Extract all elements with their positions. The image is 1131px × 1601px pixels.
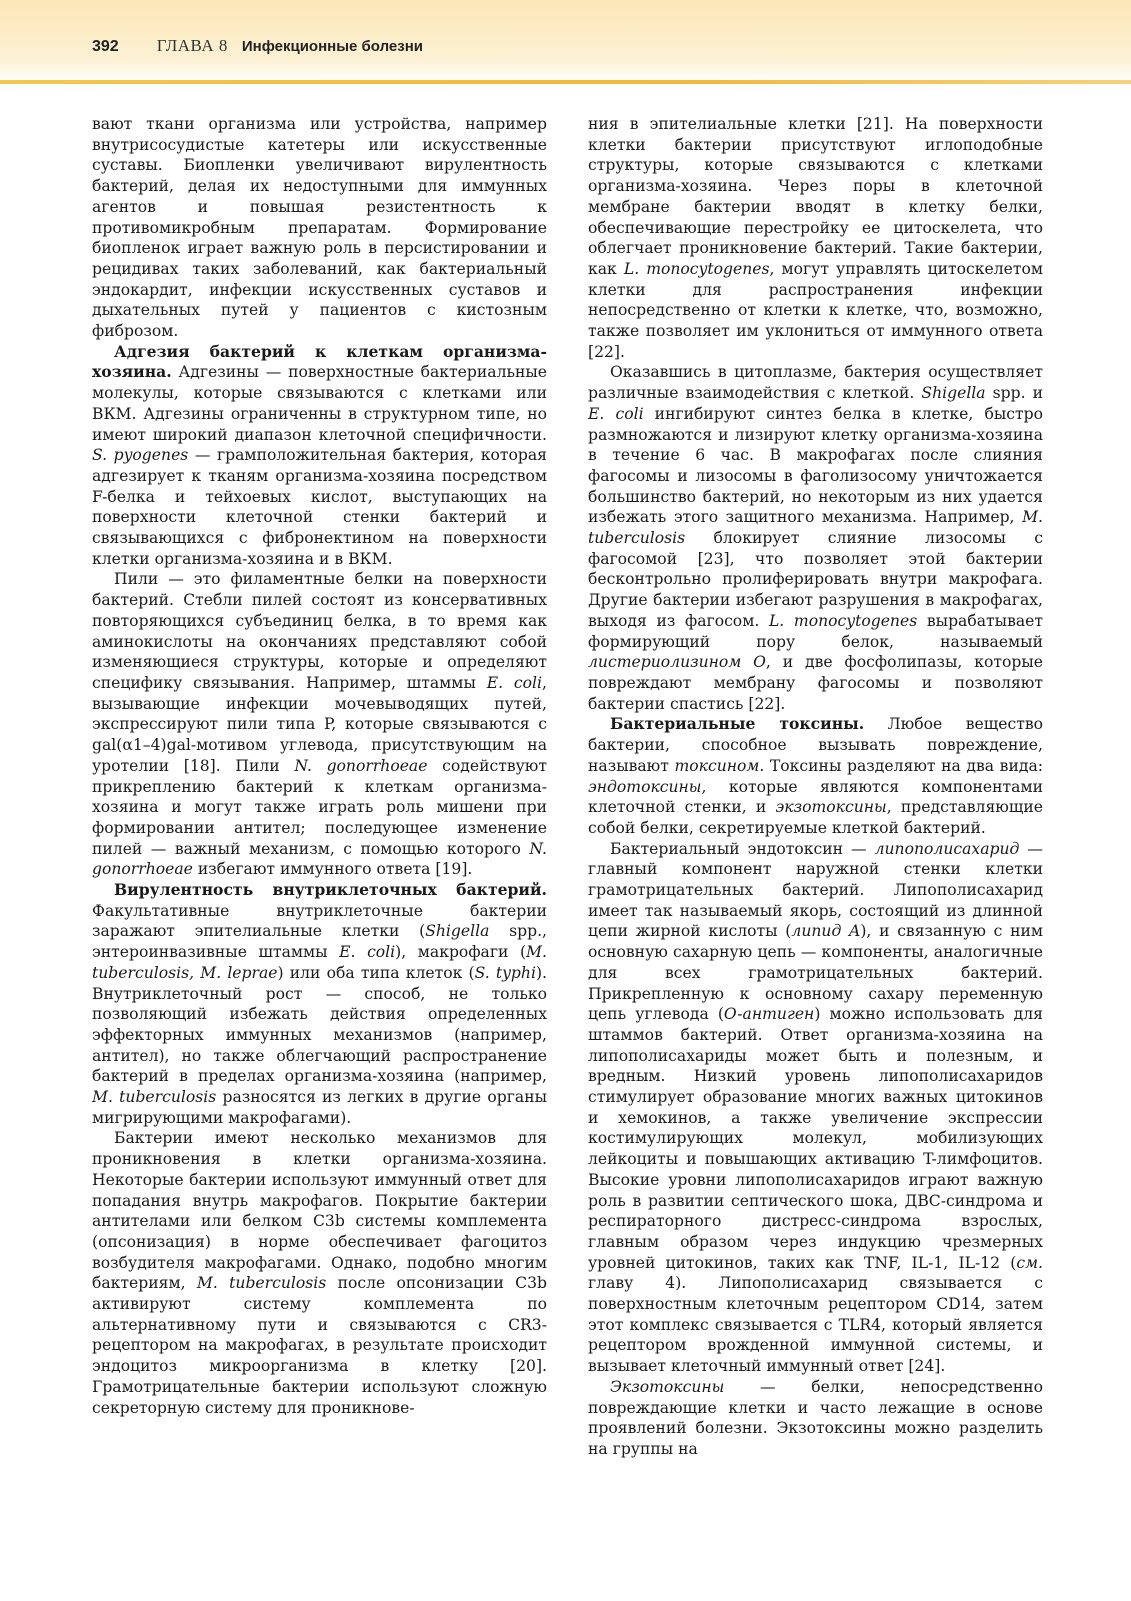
text-run: , представляющие собой белки, секретируемые клеткой бактерий. — [588, 798, 1043, 837]
running-head — [92, 36, 423, 58]
italic-term: липид A — [791, 922, 861, 941]
italic-term: M. tuberculosis — [588, 508, 1043, 548]
text-run: — главный компонент наружной стенки клетки грамотрицательных бактерий. Липополисахарид имеет так называемый якорь, состоящий из длинной цепи жирной кислоты ( — [588, 839, 1043, 941]
text-run: ) или оба типа клеток ( — [277, 963, 475, 982]
chapter-title: Инфекционные болезни — [241, 38, 423, 55]
text-run: Любое вещество бактерии, способное вызывать повреждение, называют — [588, 715, 1043, 775]
paragraph — [92, 114, 547, 342]
text-run: Бактериальный эндотоксин — — [610, 839, 875, 858]
text-run: ). Внутриклеточный рост — способ, не только позволяющий избежать действия определенных эффекторных иммунных механизмов (например, антител), но также облегчающий распространение бактерий в пределах организма-хозяина (например, — [92, 963, 547, 1086]
italic-term: листериолизином O — [588, 653, 766, 672]
text-run: блокирует слияние лизосомы с фагосомой [23], что позволяет этой бактерии бесконтрольно пролиферировать внутри макрофага. Другие бактерии избегают разрушения в макрофагах, выходя из фагосом. — [588, 529, 1043, 630]
italic-term: S. pyogenes — [92, 446, 189, 465]
text-run: Пили — это филаментные белки на поверхности бактерий. Стебли пилей состоят из консервативных повторяющихся субъединиц белка, в то время как аминокислоты на окончаниях представляют собой изменяющиеся структуры, которые и определяют специфику связывания. Например, штаммы — [92, 570, 547, 692]
italic-term: E. coli — [339, 943, 396, 962]
italic-term: N. gonorrhoeae — [92, 839, 547, 879]
paragraph — [588, 714, 1043, 838]
paragraph — [92, 342, 547, 570]
italic-term: Shigella — [921, 384, 986, 403]
italic-term: M. tuberculosis — [196, 1274, 327, 1293]
paragraph — [92, 569, 547, 880]
text-run: разносятся из легких в другие органы мигрирующими макрофагами). — [92, 1088, 548, 1127]
text-run: , могут управлять цитоскелетом клетки для распространения инфекции непосредственно от клетки к клетке, что, возможно, также позволяет им уклониться от иммунного ответа [22]. — [588, 259, 1043, 361]
italic-term: Экзотоксины — [610, 1377, 725, 1396]
italic-term: Shigella — [425, 922, 490, 941]
paragraph — [92, 880, 547, 1128]
chapter-label: ГЛАВА 8 — [156, 36, 228, 55]
section-heading: Вирулентность внутриклеточных бактерий. — [114, 880, 547, 900]
page-number: 392 — [92, 38, 119, 55]
italic-term: эндотоксины — [588, 777, 702, 796]
text-run: Оказавшись в цитоплазме, бактерия осуществляет различные взаимодействия с клеткой. — [588, 363, 1043, 403]
italic-term: M. tuberculosis — [92, 1088, 217, 1107]
text-run: ) можно использовать для штаммов бактерий. Ответ организма-хозяина на липополисахариды может быть и полезным, и вредным. Низкий уровень липополисахаридов стимулирует образование многих важных цитокинов и хемокинов, а также увеличение экспрессии костимулирующих молекул, мобилизующих лейкоциты и повышающих активацию T-лимфоцитов. Высокие уровни липополисахаридов играют важную роль в развитии септического шока, ДВС-синдрома и респираторного дистресс-синдрома взрослых, главным образом через индукцию чрезмерных уровней цитокинов, таких как TNF, IL-1, IL-12 ( — [588, 1005, 1043, 1272]
text-run: главу 4). Липополисахарид связывается с поверхностным клеточным рецептором CD14, затем этот комплекс связывается с TLR4, который является рецептором врожденной иммунной системы, и вызывает клеточный иммунный ответ [24]. — [588, 1274, 1043, 1376]
paragraph — [588, 1377, 1043, 1460]
text-run: вают ткани организма или устройства, например внутрисосудистые катетеры или искусственные суставы. Биопленки увеличивают вирулентность бактерий, делая их недоступными для иммунных агентов и повышая резистентность к противомикробным препаратам. Формирование биопленок играет важную роль в персистировании и рецидивах таких заболеваний, как бактериальный эндокардит, инфекции искусственных суставов и дыхательных путей у пациентов с кистозным фиброзом. — [92, 115, 547, 341]
text-run: после опсонизации C3b активируют систему комплемента по альтернативному пути и связываются с CR3-рецептором на макрофагах, в результате происходит эндоцитоз микроорганизма в клетку [20]. Грамотрицательные бактерии используют сложную секреторную систему для проникнове- — [92, 1274, 547, 1417]
text-run: Адгезины — поверхностные бактериальные молекулы, которые связываются с клетками или ВКМ. Адгезины ограниченны в структурном типе, но имеют широкий диапазон клеточной специфичности. — [92, 363, 547, 444]
italic-term: L. monocytogenes — [623, 259, 770, 278]
text-run: ингибируют синтез белка в клетке, быстро размножаются и лизируют клетку организма-хозяина в течение 6 час. В макрофагах после слияния фагосомы и лизосомы в фаголизосому уничтожается большинство бактерий, но некоторым из них удается избежать этого защитного механизма. Например, — [588, 404, 1043, 527]
section-heading: Адгезия бактерий к клеткам организма-хозяина. — [92, 341, 547, 382]
text-run: spp., энтероинвазивные штаммы — [92, 922, 547, 962]
italic-term: токсином — [674, 756, 760, 775]
text-run: spp. и — [985, 384, 1043, 403]
text-run: Бактерии имеют несколько механизмов для проникновения в клетки организма-хозяина. Некоторые бактерии используют иммунный ответ для попадания внутрь макрофагов. Покрытие бактерии антителами или белком C3b системы комплемента (опсонизация) в норме обеспечивает фагоцитоз возбудителя макрофагами. Однако, подобно многим бактериям, — [92, 1129, 547, 1293]
header-rule — [0, 80, 1131, 84]
text-run: Факультативные внутриклеточные бактерии заражают эпителиальные клетки ( — [92, 901, 547, 941]
italic-term: M. tuberculosis, M. leprae — [92, 943, 547, 982]
text-run: — грамположительная бактерия, которая адгезирует к тканям организма-хозяина посредством F-белка и тейхоевых кислот, выступающих на поверхности клеточной стенки бактерий и связывающихся с фибронектином на поверхности клетки организма-хозяина и в ВКМ. — [92, 446, 547, 568]
text-run: . Токсины разделяют на два вида: — [759, 756, 1043, 775]
text-run: избегают иммунного ответа [19]. — [192, 860, 473, 879]
page-header — [0, 0, 1131, 84]
paragraph — [92, 1128, 547, 1418]
italic-term: N. gonorrhoeae — [294, 756, 428, 775]
paragraph — [588, 114, 1043, 362]
paragraph — [588, 839, 1043, 1377]
italic-term: L. monocytogenes — [768, 611, 918, 630]
italic-term: E. coli — [588, 404, 644, 423]
italic-term: S. typhi — [474, 963, 536, 982]
left-text-column — [92, 114, 547, 1418]
section-heading: Бактериальные токсины. — [610, 714, 865, 734]
text-run: , и две фосфолипазы, которые повреждают мембрану фагосомы и позволяют бактерии спастись [22]. — [588, 653, 1043, 713]
text-run: ния в эпителиальные клетки [21]. На поверхности клетки бактерии присутствуют иглоподобные структуры, которые связываются с клетками организма-хозяина. Через поры в клеточной мембране бактерии вводят в клетку белки, обеспечивающие перестройку ее цитоскелета, что облегчает проникновение бактерий. Такие бактерии, как — [588, 115, 1043, 278]
text-run: , которые являются компонентами клеточной стенки, и — [588, 777, 1043, 817]
right-text-column — [588, 114, 1043, 1460]
text-run: — белки, непосредственно повреждающие клетки и часто лежащие в основе проявлений болезни. Экзотоксины можно разделить на группы на — [588, 1377, 1043, 1458]
text-run: ), и связанную с ним основную сахарную цепь — компоненты, аналогичные для всех грамотрицательных бактерий. Прикрепленную к основному сахару переменную цепь углевода ( — [588, 922, 1043, 1024]
italic-term: O-антиген — [723, 1005, 815, 1024]
text-run: вырабатывает формирующий пору белок, называемый — [588, 611, 1043, 651]
text-run: ), макрофаги ( — [395, 943, 527, 962]
italic-term: экзотоксины — [775, 798, 887, 817]
italic-term: E. coli — [486, 673, 543, 692]
text-run: содействуют прикреплению бактерий к клеткам организма-хозяина и могут также играть роль мишени при формировании антител; последующее изменение пилей — важный механизм, с помощью которого — [92, 756, 547, 858]
italic-term: липополисахарид — [874, 839, 1020, 858]
paragraph — [588, 362, 1043, 714]
italic-term: см. — [1016, 1253, 1043, 1272]
text-run: , вызывающие инфекции мочевыводящих путей, экспрессируют пили типа P, которые связываются с gal(α1–4)gal-мотивом углевода, присутствующим на уротелии [18]. Пили — [92, 673, 547, 775]
